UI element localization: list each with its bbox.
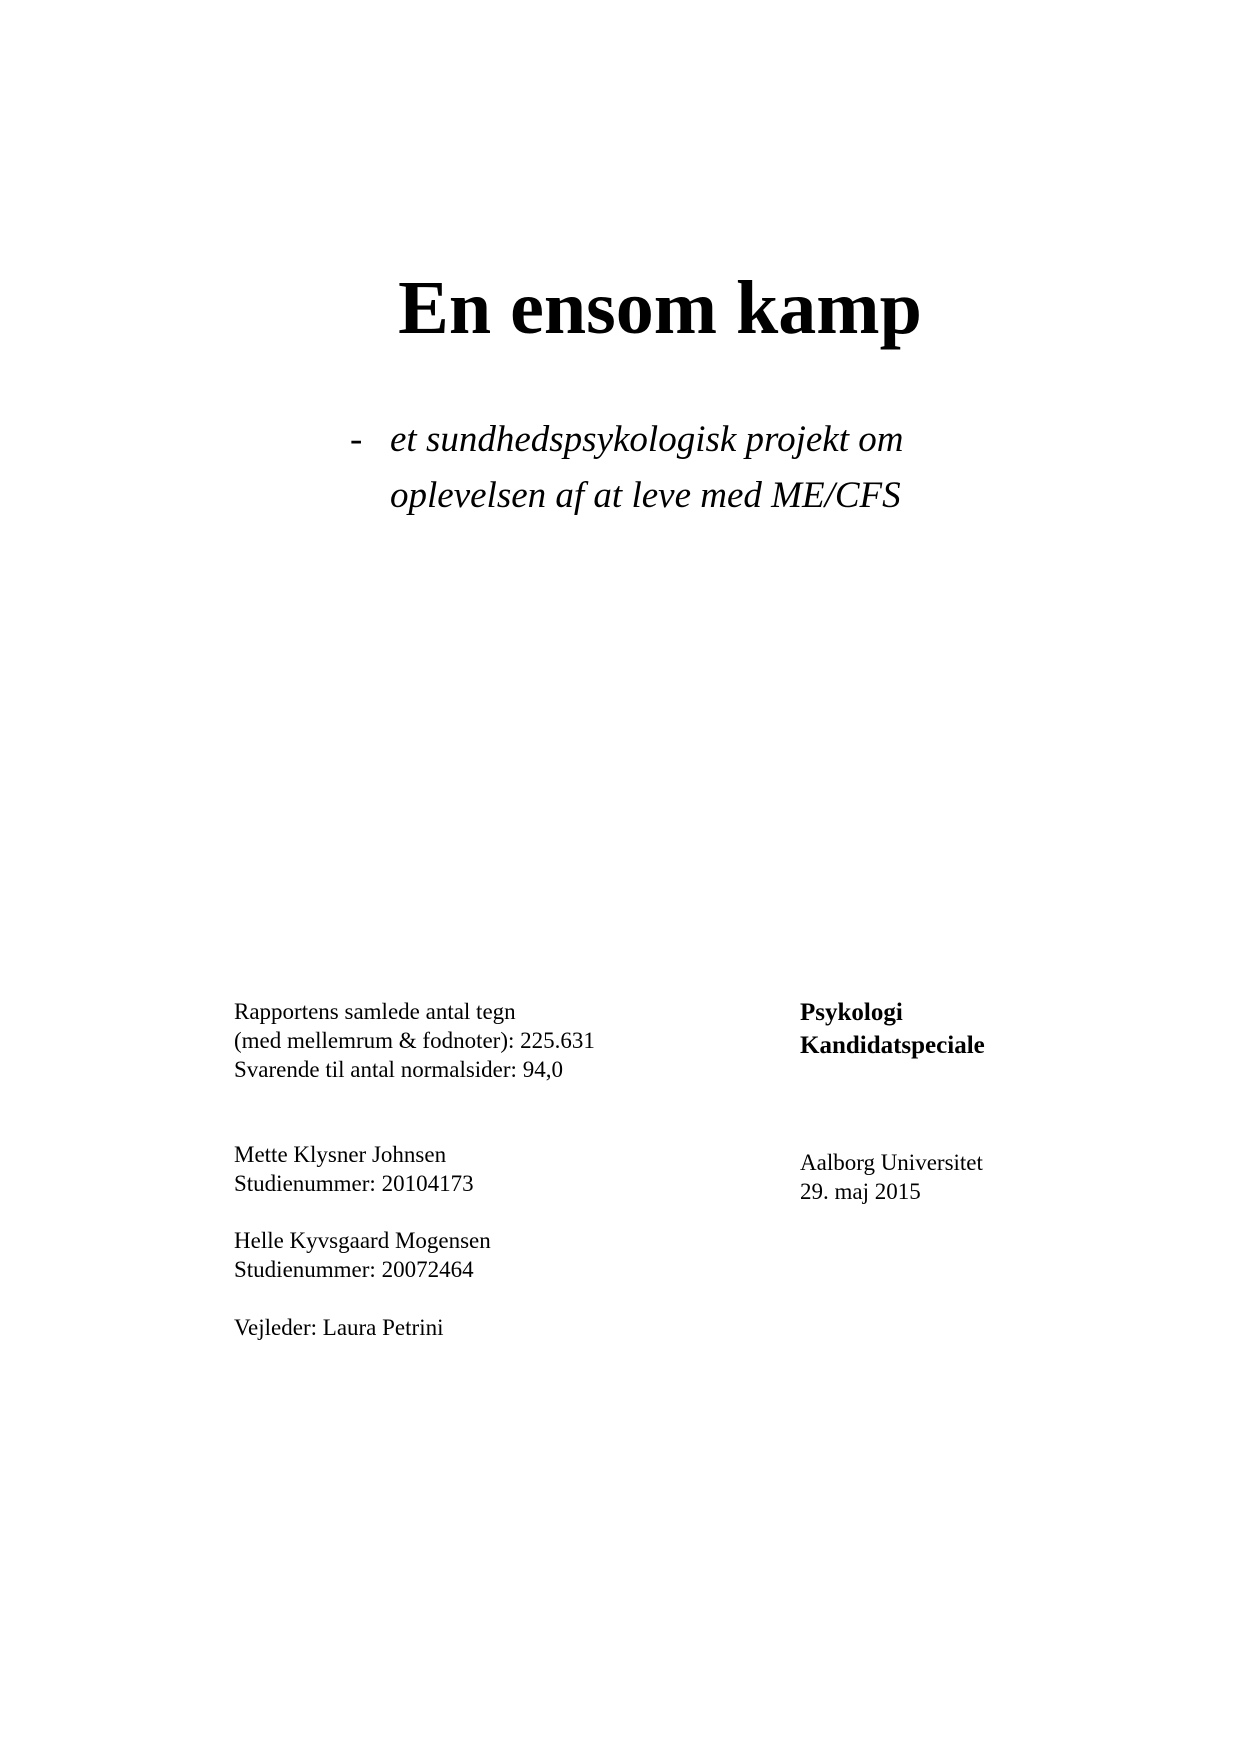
report-stats-line-3: Svarende til antal normalsider: 94,0 xyxy=(234,1057,563,1082)
author-name: Mette Klysner Johnsen xyxy=(234,1142,447,1167)
report-stats-line-2: (med mellemrum & fodnoter): 225.631 xyxy=(234,1028,595,1053)
program-field: Psykologi xyxy=(800,999,903,1026)
submission-date: 29. maj 2015 xyxy=(800,1179,921,1204)
subtitle-dash: - xyxy=(350,419,363,460)
document-title: En ensom kamp xyxy=(398,266,922,350)
author-name: Helle Kyvsgaard Mogensen xyxy=(234,1228,491,1253)
author-1 xyxy=(234,1140,474,1198)
author-2 xyxy=(234,1226,491,1284)
program-type: Kandidatspeciale xyxy=(800,1032,985,1059)
supervisor: Vejleder: Laura Petrini xyxy=(234,1315,444,1340)
subtitle-line-2: oplevelsen af at leve med ME/CFS xyxy=(390,475,901,516)
author-student-number: Studienummer: 20104173 xyxy=(234,1171,474,1196)
report-stats xyxy=(234,997,595,1084)
author-student-number: Studienummer: 20072464 xyxy=(234,1257,474,1282)
subtitle xyxy=(390,412,903,524)
report-stats-line-1: Rapportens samlede antal tegn xyxy=(234,999,516,1024)
subtitle-line-1: et sundhedspsykologisk projekt om xyxy=(390,419,904,460)
institution-info xyxy=(800,1148,983,1206)
institution-name: Aalborg Universitet xyxy=(800,1150,983,1175)
program-info xyxy=(800,996,985,1062)
